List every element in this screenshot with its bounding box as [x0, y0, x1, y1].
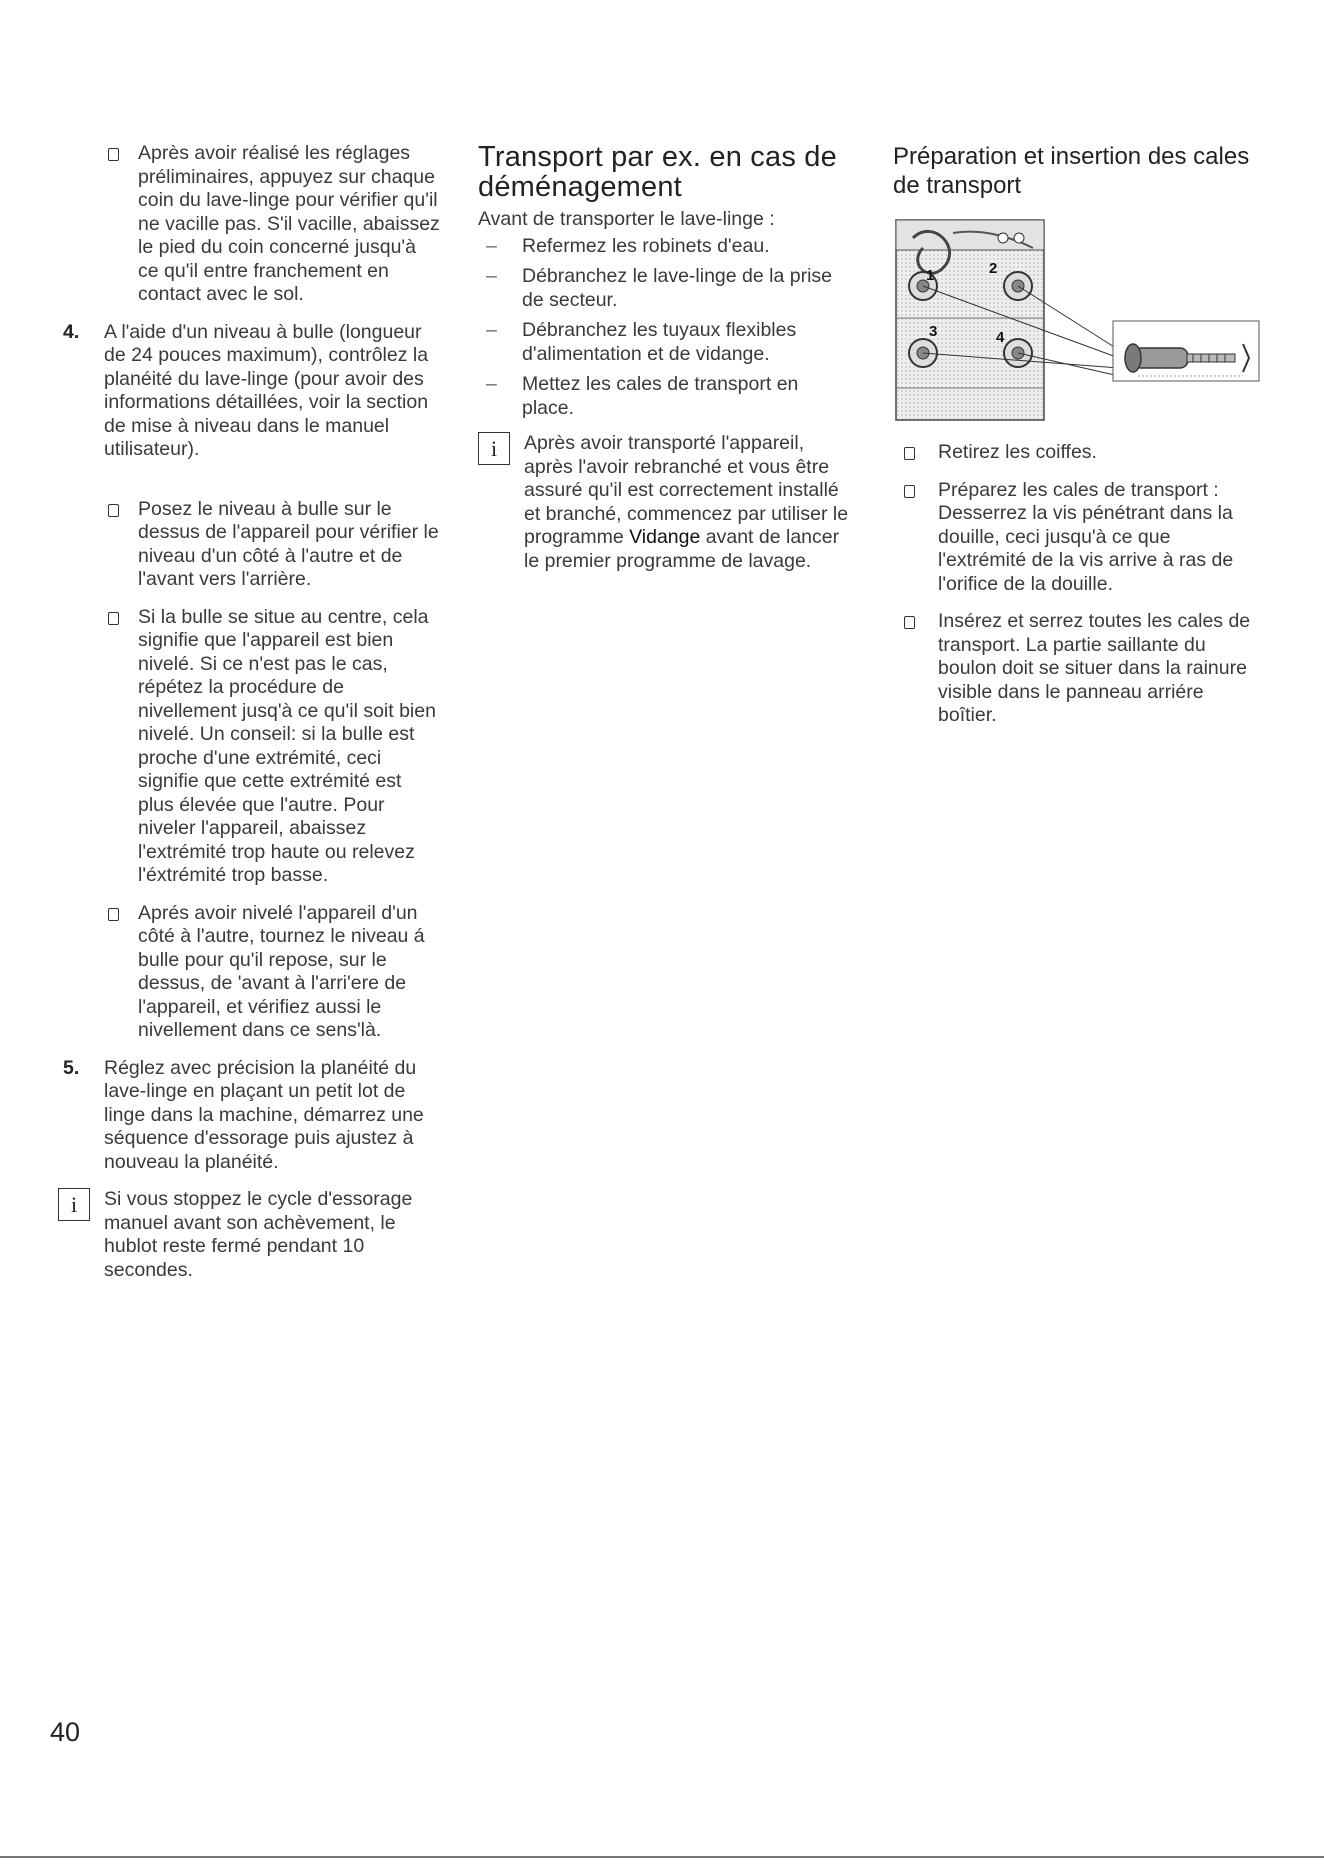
bullet-text: Si la bulle se situe au centre, cela signifie que l'appareil est bien nivelé. Si ce n'est pas le cas, répétez la procédure de nivellement jusq'à ce qu'il soit bien nivelé. Un conseil: si la bulle est proche d'une extrémité, ceci signifie que cette extrémité est plus élevée que l'autre. Pour niveler l'appareil, abaissez l'extrémité trop haute ou relevez l'éxtrémité trop basse. — [138, 605, 436, 886]
dash-bullet: – — [486, 319, 497, 341]
list-item — [58, 606, 440, 888]
figure-label: 1 — [926, 267, 935, 284]
checkbox-bullet-icon — [108, 908, 119, 921]
list-item — [478, 319, 850, 366]
middle-column — [478, 142, 850, 573]
left-column — [58, 142, 440, 1282]
checkbox-bullet-icon — [108, 504, 119, 517]
bullet-text: Après avoir réalisé les réglages préliminaires, appuyez sur chaque coin du lave-linge pour vérifier qu'il ne vacille pas. S'il vacille, abaissez le pied du coin concerné jusqu'à ce qu'il entre franchement en contact avec le sol. — [138, 142, 440, 305]
list-item — [478, 265, 850, 312]
figure-label: 4 — [996, 329, 1005, 346]
page-bottom-rule — [0, 1856, 1324, 1858]
dash-bullet: – — [486, 234, 497, 257]
info-text-before: Après avoir transporté l'appareil, après l'avoir rebranché et vous être assuré qu'il est correctement installé et branché, commencez par utiliser le programme — [524, 432, 849, 548]
step-number: 4. — [63, 320, 80, 343]
list-item — [893, 610, 1263, 728]
bolt-detail-inset — [1113, 321, 1259, 381]
list-item — [893, 479, 1263, 597]
machine-back-panel — [896, 220, 1044, 420]
step-4 — [58, 321, 440, 462]
bullet-text: Posez le niveau à bulle sur le dessus de l'appareil pour vérifier le niveau d'un côté à l'autre et de l'avant vers l'arrière. — [138, 497, 439, 590]
list-item — [893, 441, 1263, 465]
list-item — [58, 498, 440, 592]
dash-text: Débranchez les tuyaux flexibles d'alimentation et de vidange. — [522, 319, 797, 365]
bullet-text: Préparez les cales de transport : Desserrez la vis pénétrant dans la douille, ceci jusqu'à ce que l'extrémité de la vis arrive à ras de l'orifice de la douille. — [938, 478, 1234, 595]
dash-text: Refermez les robinets d'eau. — [522, 234, 770, 257]
list-item — [58, 142, 440, 307]
page-number: 40 — [50, 1717, 81, 1747]
bullet-text: Insérez et serrez toutes les cales de transport. La partie saillante du boulon doit se situer dans la rainure visible dans le panneau arriére boîtier. — [938, 610, 1251, 726]
figure-label: 3 — [929, 323, 938, 340]
dash-bullet: – — [486, 373, 497, 395]
dash-text: Débranchez le lave-linge de la prise de secteur. — [522, 265, 833, 311]
checkbox-bullet-icon — [904, 447, 915, 460]
program-name: Vidange — [629, 526, 701, 548]
step-text: A l'aide d'un niveau à bulle (longueur de 24 pouces maximum), contrôlez la planéité du lave-linge (pour avoir des informations détaillées, voir la section de mise à niveau dans le manuel utilisateur). — [104, 320, 429, 460]
figure-label: 2 — [989, 260, 998, 277]
info-icon: i — [478, 432, 510, 465]
checkbox-bullet-icon — [904, 616, 915, 629]
dash-text: Mettez les cales de transport en place. — [522, 373, 799, 419]
section-title: Préparation et insertion des cales de transport — [893, 143, 1250, 199]
dash-bullet: – — [486, 265, 497, 287]
intro-text: Avant de transporter le lave-linge : — [478, 208, 775, 230]
bullet-text: Aprés avoir nivelé l'appareil d'un côté à l'autre, tournez le niveau á bulle pour qu'il repose, sur le dessus, de 'avant à l'arri'ere de l'appareil, et vérifiez aussi le nivellement dans ce sens'là. — [138, 901, 425, 1041]
step-text: Réglez avec précision la planéité du lave-linge en plaçant un petit lot de linge dans la machine, démarrez une séquence d'essorage puis ajustez à nouveau la planéité. — [104, 1056, 424, 1173]
step-number: 5. — [63, 1056, 80, 1079]
info-note — [6, 1188, 440, 1282]
checkbox-bullet-icon — [108, 148, 119, 161]
step-5 — [58, 1057, 440, 1175]
info-text-after: avant de lancer le premier programme de lavage. — [524, 526, 840, 572]
bullet-text: Retirez les coiffes. — [938, 441, 1097, 463]
transport-bolts-figure — [893, 218, 1263, 423]
info-text: Si vous stoppez le cycle d'essorage manuel avant son achèvement, le hublot reste fermé pendant 10 secondes. — [104, 1188, 413, 1281]
list-item — [58, 902, 440, 1043]
checkbox-bullet-icon — [108, 612, 119, 625]
list-item — [478, 373, 850, 420]
checkbox-bullet-icon — [904, 485, 915, 498]
list-item — [478, 235, 850, 259]
right-column — [893, 142, 1263, 742]
info-icon: i — [58, 1188, 90, 1221]
info-note — [478, 432, 850, 573]
section-title: Transport par ex. en cas de déménagement — [478, 141, 837, 203]
